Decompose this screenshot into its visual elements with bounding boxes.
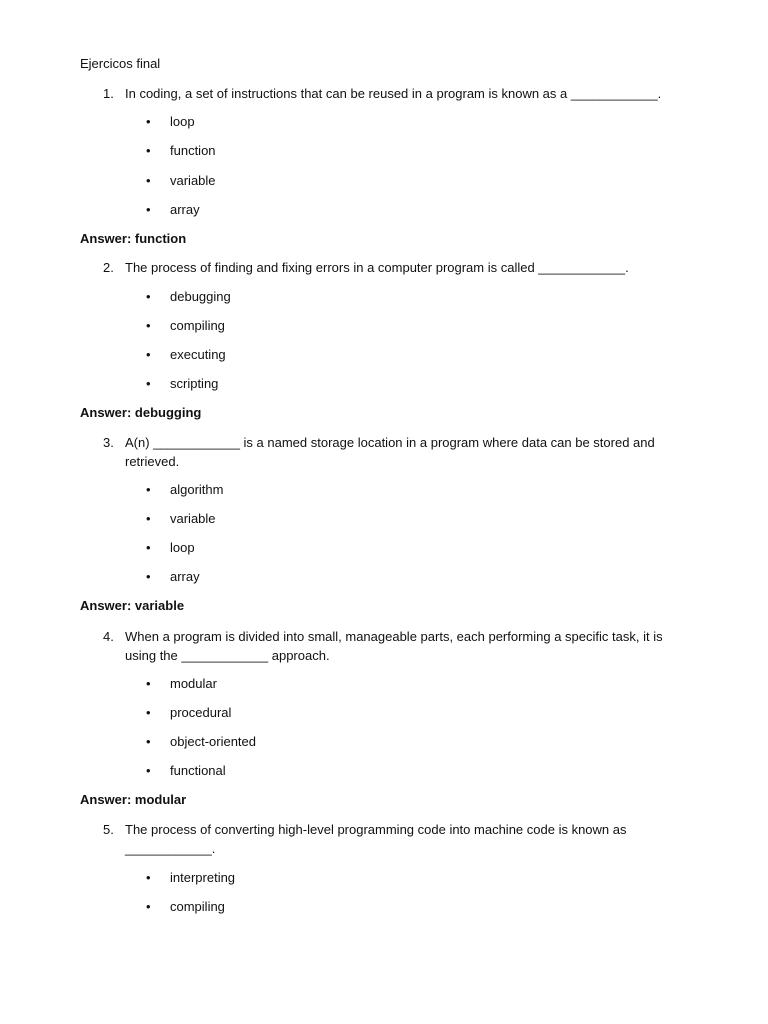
- option-label: function: [170, 143, 216, 158]
- option-label: variable: [170, 173, 216, 188]
- question-2-text: The process of finding and fixing errors in a computer program is called ____________.: [125, 260, 629, 275]
- question-1-option-3: [146, 172, 216, 190]
- option-label: loop: [170, 114, 195, 129]
- option-label: scripting: [170, 376, 219, 391]
- question-1-answer: Answer: function: [80, 231, 187, 246]
- question-1-option-4: [146, 201, 200, 219]
- option-label: procedural: [170, 705, 232, 720]
- bullet-icon: •: [146, 763, 151, 778]
- question-4-option-4: [146, 762, 226, 780]
- question-3-option-3: [146, 539, 195, 557]
- bullet-icon: •: [146, 289, 151, 304]
- question-2-option-3: [146, 346, 226, 364]
- option-label: array: [170, 202, 200, 217]
- question-4-text: When a program is divided into small, manageable parts, each performing a specific task, it is using the ____________ approach.: [125, 629, 663, 663]
- question-4-answer: Answer: modular: [80, 792, 187, 807]
- option-label: functional: [170, 763, 226, 778]
- question-3-option-4: [146, 568, 200, 586]
- bullet-icon: •: [146, 705, 151, 720]
- bullet-icon: •: [146, 347, 151, 362]
- question-2-option-1: [146, 288, 231, 306]
- question-4-option-2: [146, 704, 231, 722]
- question-3-answer: Answer: variable: [80, 598, 185, 613]
- question-5-text: The process of converting high-level programming code into machine code is known as ____________.: [125, 822, 627, 856]
- option-label: object-oriented: [170, 734, 256, 749]
- bullet-icon: •: [146, 569, 151, 584]
- bullet-icon: •: [146, 173, 151, 188]
- document-title: Ejercicos final: [80, 56, 161, 71]
- question-5-option-2: [146, 898, 225, 916]
- bullet-icon: •: [146, 870, 151, 885]
- question-4-option-1: [146, 675, 217, 693]
- bullet-icon: •: [146, 540, 151, 555]
- bullet-icon: •: [146, 202, 151, 217]
- question-5-option-1: [146, 869, 235, 887]
- question-3-option-1: [146, 481, 223, 499]
- question-3-text: A(n) ____________ is a named storage location in a program where data can be stored and retrieved.: [125, 435, 655, 469]
- question-2-number: 2.: [103, 260, 114, 275]
- question-2-option-4: [146, 375, 218, 393]
- question-2-option-2: [146, 317, 225, 335]
- bullet-icon: •: [146, 676, 151, 691]
- option-label: interpreting: [170, 870, 236, 885]
- question-4-option-3: [146, 733, 256, 751]
- bullet-icon: •: [146, 482, 151, 497]
- option-label: loop: [170, 540, 195, 555]
- question-3-number: 3.: [103, 435, 114, 450]
- bullet-icon: •: [146, 511, 151, 526]
- bullet-icon: •: [146, 114, 151, 129]
- question-1-option-2: [146, 142, 216, 160]
- question-1-number: 1.: [103, 86, 114, 101]
- question-4-number: 4.: [103, 629, 114, 644]
- option-label: variable: [170, 511, 216, 526]
- question-3-option-2: [146, 510, 216, 528]
- question-5-number: 5.: [103, 822, 114, 837]
- question-1-option-1: [146, 113, 195, 131]
- bullet-icon: •: [146, 734, 151, 749]
- option-label: compiling: [170, 899, 225, 914]
- bullet-icon: •: [146, 318, 151, 333]
- question-2-answer: Answer: debugging: [80, 405, 202, 420]
- option-label: array: [170, 569, 200, 584]
- option-label: executing: [170, 347, 226, 362]
- option-label: algorithm: [170, 482, 224, 497]
- bullet-icon: •: [146, 143, 151, 158]
- question-1-text: In coding, a set of instructions that can be reused in a program is known as a ____________.: [125, 86, 662, 101]
- option-label: modular: [170, 676, 217, 691]
- option-label: compiling: [170, 318, 225, 333]
- bullet-icon: •: [146, 376, 151, 391]
- bullet-icon: •: [146, 899, 151, 914]
- option-label: debugging: [170, 289, 231, 304]
